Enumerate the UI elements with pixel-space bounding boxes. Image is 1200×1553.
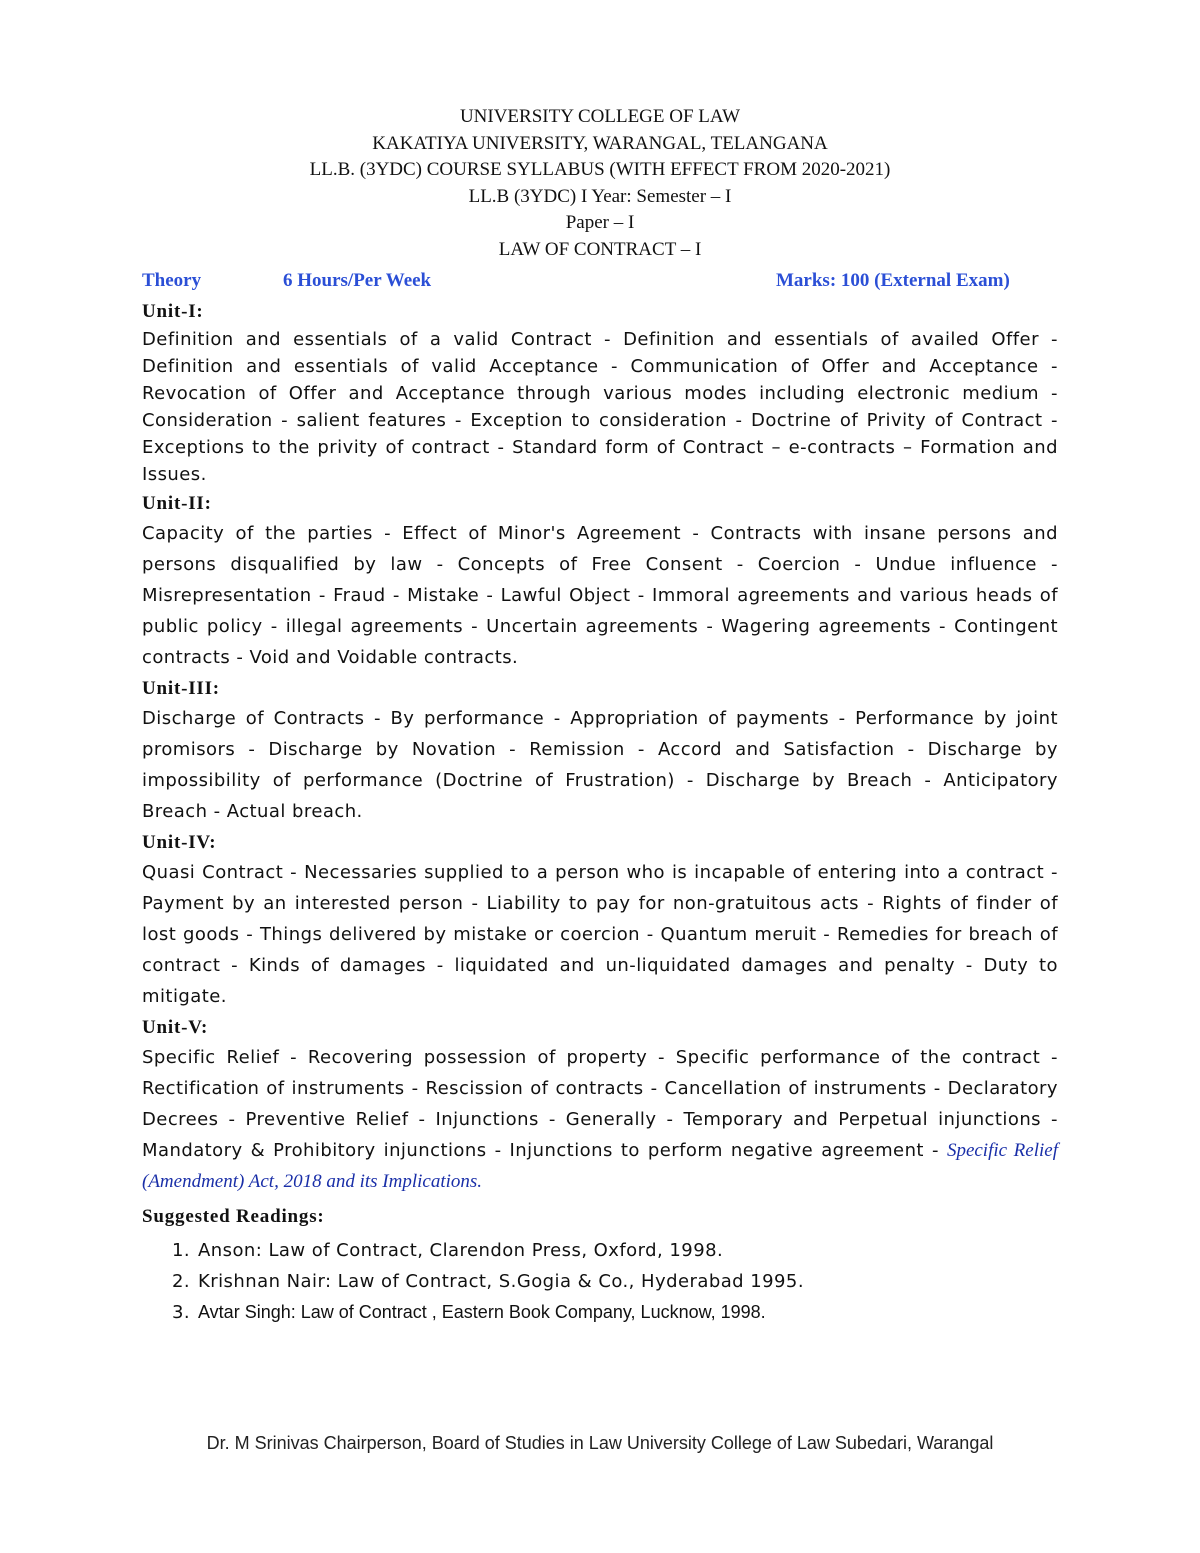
reading-number: 3.: [172, 1302, 191, 1323]
reading-number: 2.: [172, 1271, 191, 1292]
course-meta: [142, 270, 1042, 296]
unit-3-title: Unit-III:: [142, 678, 220, 699]
unit-2-text: Capacity of the parties - Effect of Minor's Agreement - Contracts with insane persons and persons disqualified by law - Concepts of Free Consent - Coercion - Undue influence - Misrepresentation - Fraud - Mistake - Lawful Object - Immoral agreements and various heads of public policy - illegal agreements - Uncertain agreements - Wagering agreements - Contingent contracts - Void and Voidable contracts.: [142, 523, 1058, 668]
reading-item: [142, 1266, 1058, 1297]
unit-5-paragraph: [142, 1042, 1058, 1197]
university-name: KAKATIYA UNIVERSITY, WARANGAL, TELANGANA: [372, 132, 828, 154]
syllabus-content: [142, 296, 1058, 1328]
document-header: [0, 104, 1200, 263]
unit-4-text: Quasi Contract - Necessaries supplied to a person who is incapable of entering into a contract - Payment by an interested person - Liability to pay for non-gratuitous acts - Rights of finder of lost goods - Things delivered by mistake or coercion - Quantum meruit - Remedies for breach of contract - Kinds of damages - liquidated and un-liquidated damages and penalty - Duty to mitigate.: [142, 862, 1058, 1007]
footer-signature: Dr. M Srinivas Chairperson, Board of Studies in Law University College of Law Subedari, Warangal: [206, 1433, 994, 1453]
marks-label: Marks: 100 (External Exam): [776, 270, 1010, 291]
course-title: LL.B. (3YDC) COURSE SYLLABUS (WITH EFFECT FROM 2020-2021): [309, 159, 891, 180]
readings-list: [142, 1235, 1058, 1328]
unit-5-italic-note: Specific Relief (Amendment) Act, 2018 and its Implications.: [142, 1140, 1058, 1192]
reading-item: [142, 1235, 1058, 1266]
reading-text: Anson: Law of Contract, Clarendon Press, Oxford, 1998.: [198, 1240, 724, 1261]
unit-5-title: Unit-V:: [142, 1017, 209, 1038]
reading-item: [142, 1297, 1058, 1328]
reading-text: Krishnan Nair: Law of Contract, S.Gogia & Co., Hyderabad 1995.: [198, 1271, 805, 1292]
subject-title: LAW OF CONTRACT – I: [498, 238, 702, 260]
unit-2-title: Unit-II:: [142, 493, 212, 514]
unit-1-text: Definition and essentials of a valid Contract - Definition and essentials of availed Offer - Definition and essentials of valid Acceptance - Communication of Offer and Acceptance - Revocation of Offer and Acceptance through various modes including electronic medium - Consideration - salient features - Exception to consideration - Doctrine of Privity of Contract - Exceptions to the privity of contract - Standard form of Contract – e-contracts – Formation and Issues.: [142, 329, 1058, 485]
reading-number: 1.: [172, 1240, 191, 1261]
college-name: UNIVERSITY COLLEGE OF LAW: [459, 106, 741, 127]
paper-number: Paper – I: [565, 212, 635, 233]
semester-line: LL.B (3YDC) I Year: Semester – I: [468, 185, 732, 207]
unit-1-title: Unit-I:: [142, 301, 204, 322]
unit-5-text: Specific Relief - Recovering possession of property - Specific performance of the contract - Rectification of instruments - Rescission of contracts - Cancellation of instruments - Declaratory Decrees - Preventive Relief - Injunctions - Generally - Temporary and Perpetual injunctions - Mandatory & Prohibitory injunctions - Injunctions to perform negative agreement -: [142, 1047, 1058, 1161]
theory-label: Theory: [142, 270, 202, 291]
hours-label: 6 Hours/Per Week: [283, 270, 432, 291]
reading-text: Avtar Singh: Law of Contract , Eastern Book Company, Lucknow, 1998.: [198, 1302, 766, 1322]
unit-4-title: Unit-IV:: [142, 832, 217, 853]
unit-3-text: Discharge of Contracts - By performance - Appropriation of payments - Performance by joint promisors - Discharge by Novation - Remission - Accord and Satisfaction - Discharge by impossibility of performance (Doctrine of Frustration) - Discharge by Breach - Anticipatory Breach - Actual breach.: [142, 708, 1058, 822]
readings-title: Suggested Readings:: [142, 1206, 325, 1227]
